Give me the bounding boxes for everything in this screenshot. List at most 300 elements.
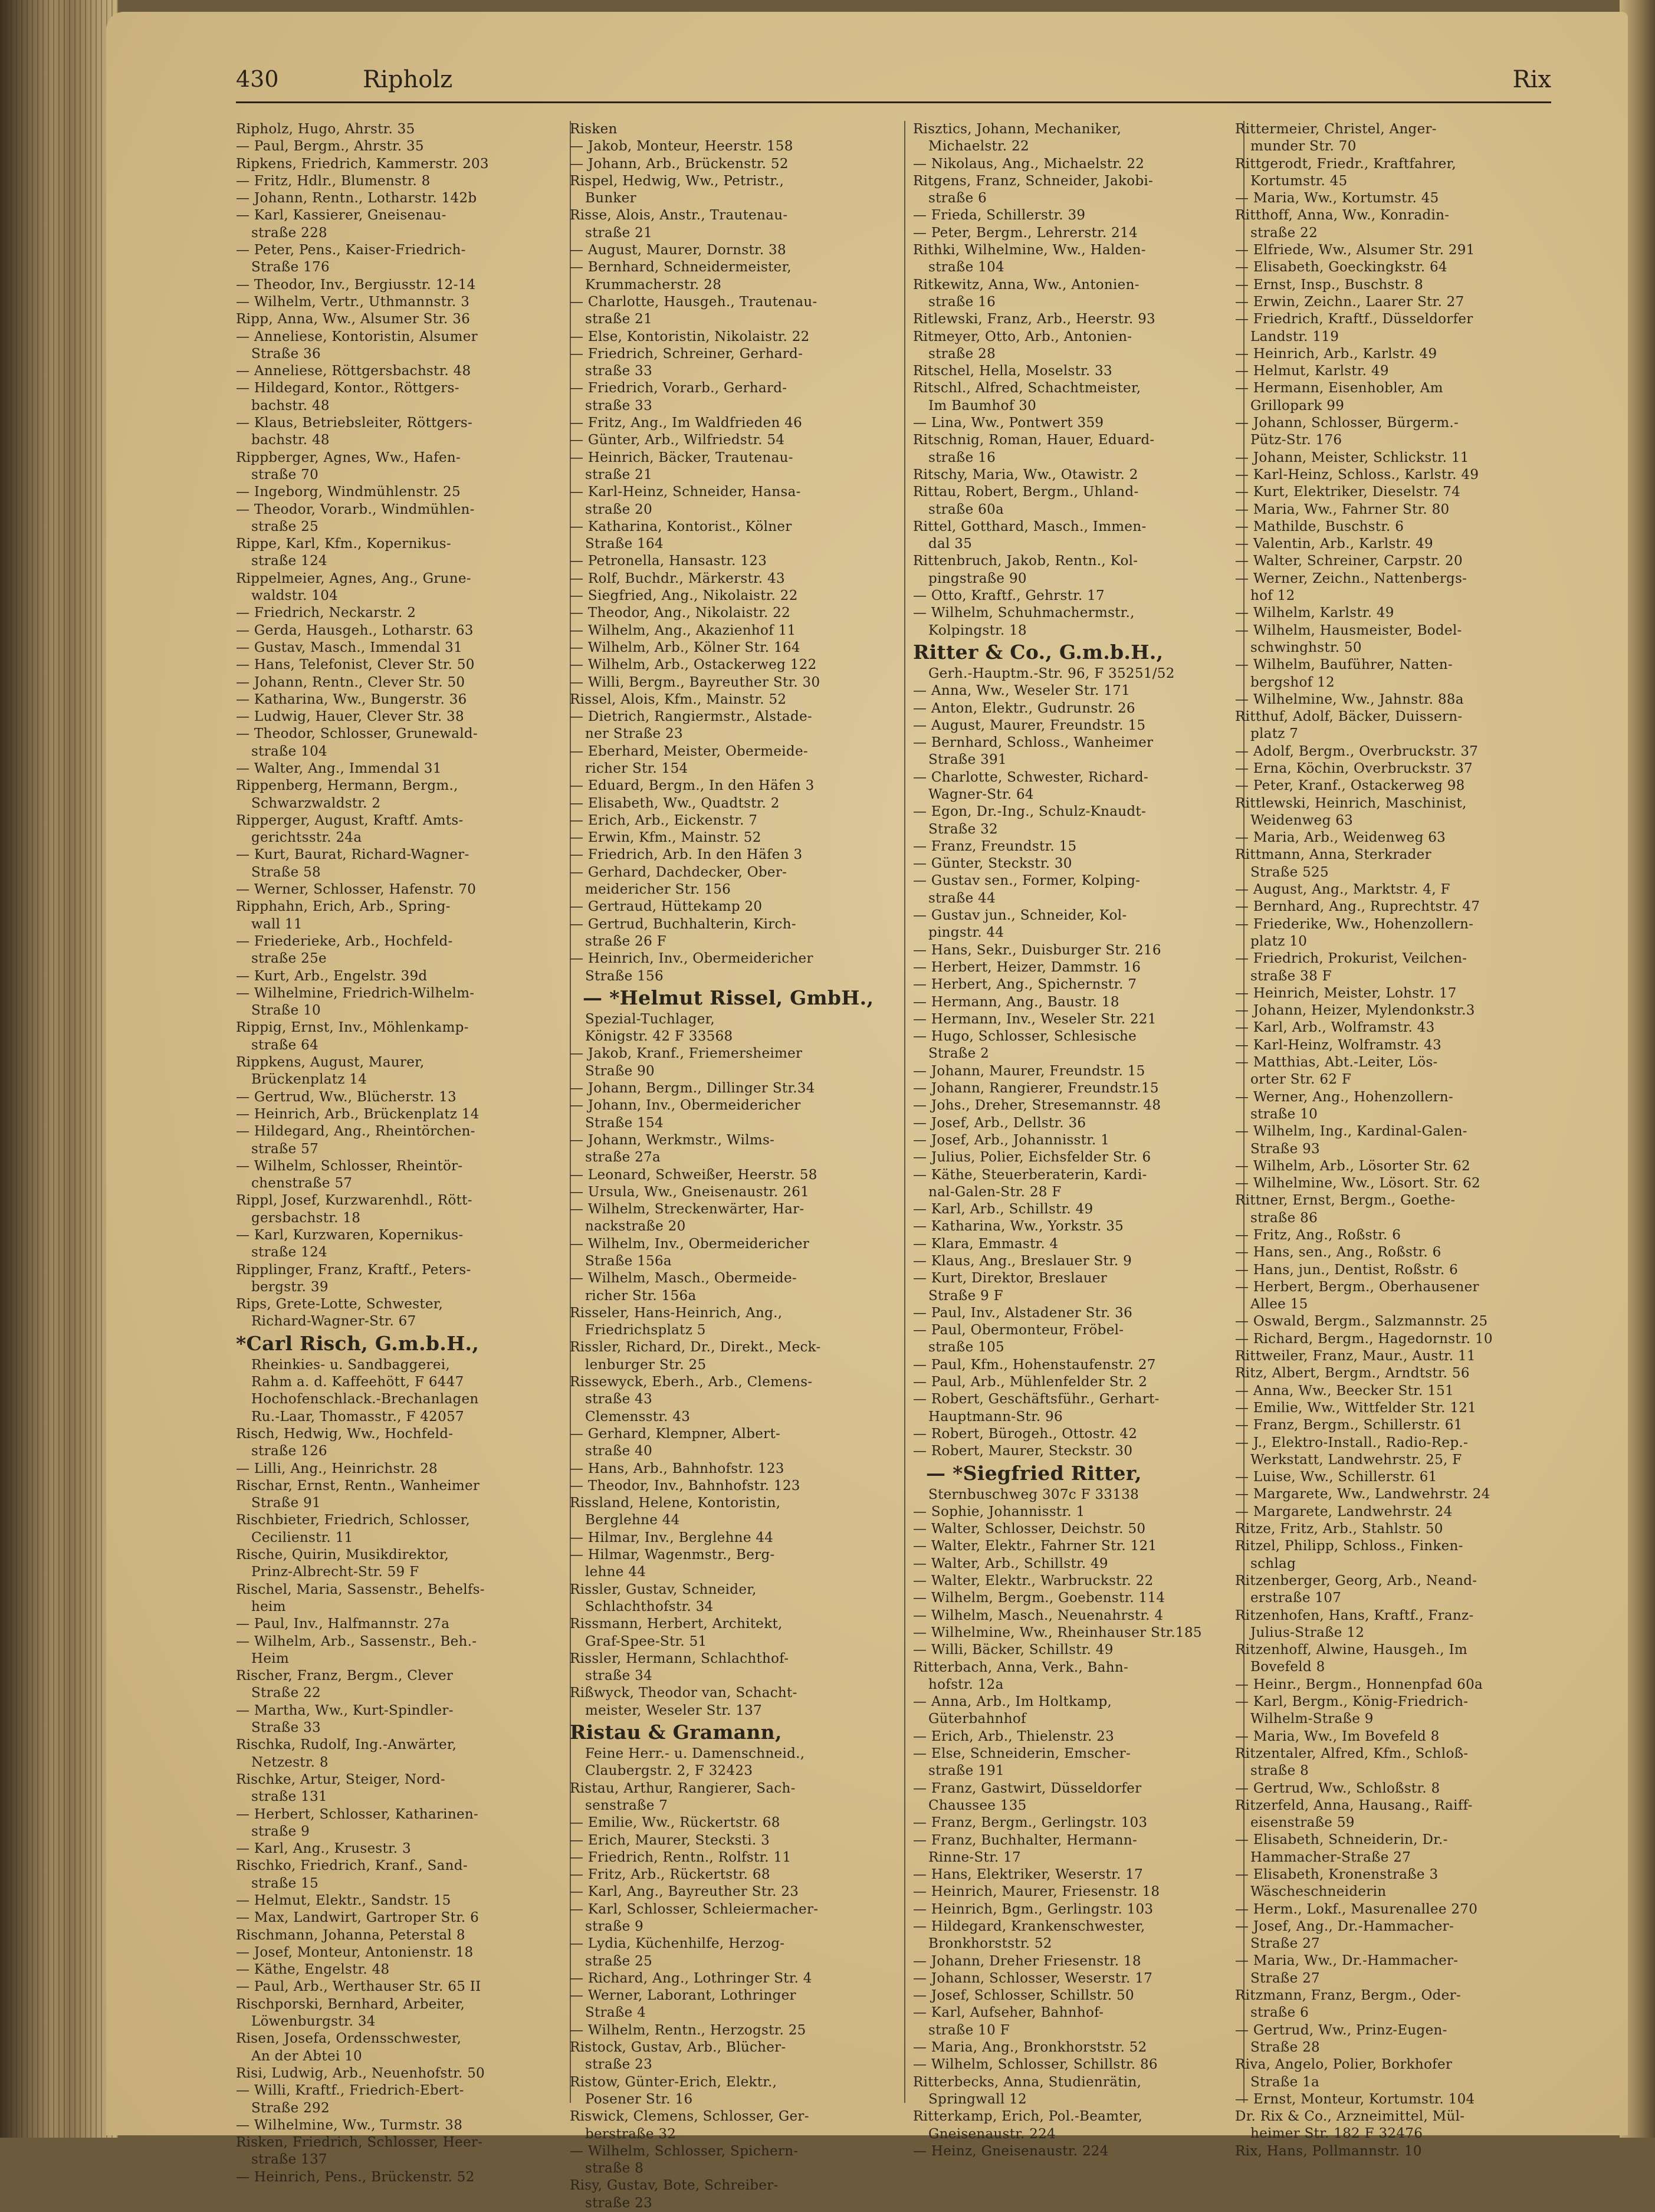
directory-entry: — Wilhelm, Arb., Lösorter Str. 62 bbox=[1235, 1158, 1470, 1174]
directory-entry: dal 35 bbox=[928, 536, 973, 552]
directory-entry: — Theodor, Vorarb., Windmühlen- bbox=[236, 501, 475, 517]
directory-entry: — Johs., Dreher, Stresemannstr. 48 bbox=[913, 1098, 1161, 1114]
directory-entry: Bunker bbox=[585, 191, 636, 206]
directory-entry: — Heinrich, Pens., Brückenstr. 52 bbox=[236, 2169, 475, 2185]
directory-entry: Ru.-Laar, Thomasstr., F 42057 bbox=[251, 1409, 464, 1425]
directory-entry: — Wilhelm, Ang., Akazienhof 11 bbox=[570, 622, 796, 638]
directory-entry: Straße 1a bbox=[1250, 2074, 1320, 2090]
directory-entry: — Emilie, Ww., Rückertstr. 68 bbox=[570, 1815, 780, 1831]
directory-entry: Risi, Ludwig, Arb., Neuenhofstr. 50 bbox=[236, 2065, 485, 2081]
column-2 bbox=[570, 121, 907, 2211]
directory-entry: Rippe, Karl, Kfm., Kopernikus- bbox=[236, 536, 451, 552]
directory-entry: Gneisenaustr. 224 bbox=[928, 2126, 1056, 2142]
directory-entry: hof 12 bbox=[1250, 588, 1295, 604]
directory-entry: Ripplinger, Franz, Kraftf., Peters- bbox=[236, 1262, 471, 1278]
directory-entry: — Bernhard, Schneidermeister, bbox=[570, 260, 792, 275]
directory-entry: Spezial-Tuchlager, bbox=[585, 1011, 715, 1027]
directory-entry: — Paul, Kfm., Hohenstaufenstr. 27 bbox=[913, 1357, 1156, 1373]
directory-entry: Ritze, Fritz, Arb., Stahlstr. 50 bbox=[1235, 1521, 1443, 1537]
directory-entry: Straße 32 bbox=[928, 821, 998, 837]
directory-entry: — Erich, Maurer, Stecksti. 3 bbox=[570, 1832, 770, 1848]
directory-entry: — Robert, Bürogeh., Ottostr. 42 bbox=[913, 1426, 1138, 1442]
directory-entry: — Theodor, Inv., Bahnhofstr. 123 bbox=[570, 1478, 800, 1494]
directory-entry: Pütz-Str. 176 bbox=[1250, 432, 1342, 448]
directory-entry: — Martha, Ww., Kurt-Spindler- bbox=[236, 1702, 454, 1718]
directory-entry: Riva, Angelo, Polier, Borkhofer bbox=[1235, 2057, 1453, 2073]
directory-entry: Ritschl., Alfred, Schachtmeister, bbox=[913, 380, 1141, 396]
directory-entry: Straße 10 bbox=[251, 1003, 321, 1019]
directory-entry: — Franz, Bergm., Schillerstr. 61 bbox=[1235, 1417, 1463, 1433]
directory-entry: Ritthoff, Anna, Ww., Konradin- bbox=[1235, 208, 1450, 224]
directory-entry: — Herbert, Heizer, Dammstr. 16 bbox=[913, 959, 1141, 975]
directory-entry: straße 28 bbox=[928, 346, 996, 362]
directory-entry: Rithki, Wilhelmine, Ww., Halden- bbox=[913, 242, 1146, 258]
directory-entry: Claubergstr. 2, F 32423 bbox=[585, 1763, 753, 1779]
directory-entry: platz 10 bbox=[1250, 933, 1308, 949]
directory-entry: Rittel, Gotthard, Masch., Immen- bbox=[913, 518, 1147, 534]
directory-entry: — Wilhelm, Masch., Neuenahrstr. 4 bbox=[913, 1607, 1164, 1623]
directory-entry: Ritthuf, Adolf, Bäcker, Duissern- bbox=[1235, 709, 1463, 725]
directory-entry: Löwenburgstr. 34 bbox=[251, 2014, 376, 2030]
directory-entry: straße 44 bbox=[928, 890, 996, 906]
directory-entry: Straße 93 bbox=[1250, 1141, 1320, 1157]
directory-entry: — Emilie, Ww., Wittfelder Str. 121 bbox=[1235, 1400, 1477, 1416]
directory-entry: — Bernhard, Schloss., Wanheimer bbox=[913, 735, 1154, 751]
directory-entry: — Johann, Schlosser, Weserstr. 17 bbox=[913, 1970, 1153, 1986]
directory-entry: Rippl, Josef, Kurzwarenhdl., Rött- bbox=[236, 1193, 472, 1209]
directory-entry: — Paul, Bergm., Ahrstr. 35 bbox=[236, 139, 424, 155]
directory-entry: pingstraße 90 bbox=[928, 570, 1027, 586]
directory-entry: Sternbuschweg 307c F 33138 bbox=[928, 1486, 1140, 1502]
directory-entry: — Theodor, Inv., Bergiusstr. 12-14 bbox=[236, 277, 476, 293]
directory-entry: gerichtsstr. 24a bbox=[251, 830, 362, 846]
directory-entry: Schlachthofstr. 34 bbox=[585, 1599, 714, 1614]
directory-entry: — Friedrich, Prokurist, Veilchen- bbox=[1235, 951, 1467, 967]
directory-entry: — Franz, Buchhalter, Hermann- bbox=[913, 1832, 1138, 1848]
directory-entry: Risy, Gustav, Bote, Schreiber- bbox=[570, 2178, 779, 2194]
directory-entry: Rahm a. d. Kaffeehött, F 6447 bbox=[251, 1374, 464, 1390]
directory-entry: — Wilhelm, Karlstr. 49 bbox=[1235, 605, 1394, 621]
directory-entry: — Anna, Ww., Weseler Str. 171 bbox=[913, 683, 1131, 699]
directory-entry: — Katharina, Ww., Bungerstr. 36 bbox=[236, 691, 467, 707]
directory-entry: Ritmeyer, Otto, Arb., Antonien- bbox=[913, 329, 1132, 344]
directory-entry: waldstr. 104 bbox=[251, 588, 339, 604]
directory-entry: — Johann, Schlosser, Bürgerm.- bbox=[1235, 415, 1459, 431]
directory-entry: — Johann, Heizer, Mylendonkstr.3 bbox=[1235, 1003, 1475, 1019]
directory-entry: Rippelmeier, Agnes, Ang., Grune- bbox=[236, 570, 471, 586]
directory-entry: — Herbert, Bergm., Oberhausener bbox=[1235, 1279, 1479, 1295]
directory-entry: Gerh.-Hauptm.-Str. 96, F 35251/52 bbox=[928, 665, 1175, 681]
directory-entry: Straße 28 bbox=[1250, 2039, 1320, 2055]
directory-entry: Ritgens, Franz, Schneider, Jakobi- bbox=[913, 173, 1154, 189]
directory-entry: straße 64 bbox=[251, 1037, 319, 1053]
directory-entry: — Anton, Elektr., Gudrunstr. 26 bbox=[913, 700, 1135, 716]
directory-entry: Straße 2 bbox=[928, 1046, 990, 1062]
directory-entry: Straße 9 F bbox=[928, 1288, 1003, 1304]
directory-entry: Hochofenschlack.-Brechanlagen bbox=[251, 1391, 479, 1407]
directory-entry: — Gertrud, Buchhalterin, Kirch- bbox=[570, 916, 796, 932]
directory-entry: — Franz, Freundstr. 15 bbox=[913, 838, 1077, 854]
directory-entry: Ritter & Co., G.m.b.H., bbox=[913, 640, 1164, 664]
directory-entry: Ritzentaler, Alfred, Kfm., Schloß- bbox=[1235, 1745, 1469, 1761]
directory-entry: — Walter, Schreiner, Carpstr. 20 bbox=[1235, 553, 1463, 569]
directory-entry: — Anna, Arb., Im Holtkamp, bbox=[913, 1694, 1112, 1710]
directory-entry: Straße 58 bbox=[251, 864, 321, 880]
directory-entry: — Fritz, Hdlr., Blumenstr. 8 bbox=[236, 173, 431, 189]
directory-entry: — Wilhelm, Bergm., Goebenstr. 114 bbox=[913, 1590, 1165, 1606]
column-1 bbox=[236, 121, 573, 2185]
column-4 bbox=[1235, 121, 1557, 2159]
directory-entry: Ritzmann, Franz, Bergm., Oder- bbox=[1235, 1988, 1461, 2004]
directory-entry: Rischel, Maria, Sassenstr., Behelfs- bbox=[236, 1581, 485, 1597]
directory-entry: munder Str. 70 bbox=[1250, 139, 1357, 155]
page-header bbox=[236, 66, 1551, 103]
directory-entry: — Wilhelm, Ing., Kardinal-Galen- bbox=[1235, 1124, 1467, 1140]
directory-entry: — Johann, Inv., Obermeidericher bbox=[570, 1098, 801, 1114]
directory-entry: lenburger Str. 25 bbox=[585, 1357, 707, 1373]
directory-entry: — Ernst, Monteur, Kortumstr. 104 bbox=[1235, 2091, 1475, 2107]
directory-entry: Krummacherstr. 28 bbox=[585, 277, 722, 293]
directory-entry: Ritschnig, Roman, Hauer, Eduard- bbox=[913, 432, 1155, 448]
directory-entry: senstraße 7 bbox=[585, 1797, 668, 1813]
directory-entry: — Wilhelm, Schlosser, Rheintör- bbox=[236, 1158, 463, 1174]
directory-entry: — August, Maurer, Dornstr. 38 bbox=[570, 242, 786, 258]
directory-entry: — Heinrich, Bgm., Gerlingstr. 103 bbox=[913, 1901, 1154, 1917]
directory-entry: — Egon, Dr.-Ing., Schulz-Knaudt- bbox=[913, 804, 1147, 820]
directory-entry: — Oswald, Bergm., Salzmannstr. 25 bbox=[1235, 1314, 1488, 1330]
directory-entry: Friedrichsplatz 5 bbox=[585, 1322, 706, 1338]
directory-entry: — Heinrich, Meister, Lohstr. 17 bbox=[1235, 985, 1457, 1001]
directory-entry: Hauptmann-Str. 96 bbox=[928, 1409, 1063, 1425]
directory-entry: straße 27a bbox=[585, 1150, 661, 1166]
directory-entry: — Wilhelm, Schlosser, Spichern- bbox=[570, 2143, 799, 2159]
book-page-edges bbox=[0, 0, 118, 2138]
directory-entry: — Maria, Ww., Dr.-Hammacher- bbox=[1235, 1953, 1459, 1969]
directory-entry: — Gustav sen., Former, Kolping- bbox=[913, 873, 1141, 889]
directory-entry: — Robert, Maurer, Steckstr. 30 bbox=[913, 1443, 1133, 1459]
directory-entry: — Theodor, Schlosser, Grunewald- bbox=[236, 726, 478, 742]
directory-entry: Rissler, Gustav, Schneider, bbox=[570, 1581, 757, 1597]
directory-entry: — Hilmar, Wagenmstr., Berg- bbox=[570, 1547, 775, 1563]
directory-entry: Straße 154 bbox=[585, 1115, 664, 1131]
directory-entry: — Josef, Arb., Dellstr. 36 bbox=[913, 1115, 1086, 1131]
directory-entry: straße 25 bbox=[585, 1953, 653, 1969]
directory-entry: Rittner, Ernst, Bergm., Goethe- bbox=[1235, 1193, 1456, 1209]
directory-entry: Rische, Quirin, Musikdirektor, bbox=[236, 1547, 449, 1563]
directory-entry: — Otto, Kraftf., Gehrstr. 17 bbox=[913, 588, 1105, 604]
directory-entry: straße 8 bbox=[1250, 1763, 1309, 1779]
directory-entry: Dr. Rix & Co., Arzneimittel, Mül- bbox=[1235, 2109, 1465, 2125]
directory-entry: — Elfriede, Ww., Alsumer Str. 291 bbox=[1235, 242, 1475, 258]
directory-entry: Rippenberg, Hermann, Bergm., bbox=[236, 778, 458, 794]
directory-entry: — Margarete, Ww., Landwehrstr. 24 bbox=[1235, 1486, 1490, 1502]
directory-entry: — Adolf, Bergm., Overbruckstr. 37 bbox=[1235, 743, 1479, 759]
directory-entry: Straße 391 bbox=[928, 752, 1007, 768]
directory-entry: gersbachstr. 18 bbox=[251, 1210, 361, 1226]
directory-entry: straße 25 bbox=[251, 518, 319, 534]
directory-entry: richer Str. 156a bbox=[585, 1288, 697, 1304]
directory-entry: — Friedrich, Neckarstr. 2 bbox=[236, 605, 416, 621]
directory-entry: Rissmann, Herbert, Architekt, bbox=[570, 1616, 783, 1632]
directory-entry: — Elisabeth, Ww., Quadtstr. 2 bbox=[570, 795, 780, 811]
directory-entry: — Paul, Obermonteur, Fröbel- bbox=[913, 1322, 1124, 1338]
directory-entry: — Walter, Elektr., Warbruckstr. 22 bbox=[913, 1573, 1154, 1589]
directory-entry: straße 137 bbox=[251, 2152, 327, 2168]
directory-entry: — Käthe, Steuerberaterin, Kardi- bbox=[913, 1167, 1147, 1183]
directory-entry: Bronkhorststr. 52 bbox=[928, 1936, 1052, 1952]
directory-entry: — Wilhelmine, Ww., Turmstr. 38 bbox=[236, 2117, 463, 2133]
directory-entry: Rips, Grete-Lotte, Schwester, bbox=[236, 1297, 444, 1312]
directory-entry: Rischporski, Bernhard, Arbeiter, bbox=[236, 1996, 465, 2012]
directory-entry: Risztics, Johann, Mechaniker, bbox=[913, 122, 1122, 137]
directory-entry: Güterbahnhof bbox=[928, 1711, 1026, 1727]
directory-entry: Rischbieter, Friedrich, Schlosser, bbox=[236, 1512, 470, 1528]
directory-entry: — Werner, Schlosser, Hafenstr. 70 bbox=[236, 882, 477, 898]
directory-entry: straße 20 bbox=[585, 501, 653, 517]
directory-entry: — Maria, Arb., Weidenweg 63 bbox=[1235, 830, 1446, 846]
directory-entry: Straße 292 bbox=[251, 2100, 330, 2116]
directory-entry: Straße 156a bbox=[585, 1253, 672, 1269]
directory-entry: — Herbert, Ang., Spichernstr. 7 bbox=[913, 977, 1137, 993]
directory-entry: — Klaus, Ang., Breslauer Str. 9 bbox=[913, 1253, 1132, 1269]
directory-entry: — Richard, Ang., Lothringer Str. 4 bbox=[570, 1970, 812, 1986]
directory-entry: straße 40 bbox=[585, 1443, 653, 1459]
directory-entry: — Karl, Arb., Wolframstr. 43 bbox=[1235, 1020, 1435, 1036]
directory-entry: Ristock, Gustav, Arb., Blücher- bbox=[570, 2040, 786, 2056]
directory-entry: Straße 156 bbox=[585, 968, 664, 984]
directory-entry: Rippberger, Agnes, Ww., Hafen- bbox=[236, 449, 461, 465]
directory-entry: — Friedrich, Vorarb., Gerhard- bbox=[570, 380, 787, 396]
directory-entry: straße 60a bbox=[928, 501, 1004, 517]
directory-entry: An der Abtei 10 bbox=[251, 2048, 362, 2064]
directory-entry: Schwarzwaldstr. 2 bbox=[251, 795, 381, 811]
directory-entry: — Heinrich, Arb., Brückenplatz 14 bbox=[236, 1106, 480, 1122]
directory-entry: — Josef, Arb., Johannisstr. 1 bbox=[913, 1132, 1110, 1148]
directory-entry: — Heinrich, Arb., Karlstr. 49 bbox=[1235, 346, 1437, 362]
directory-entry: — Heinrich, Maurer, Friesenstr. 18 bbox=[913, 1884, 1160, 1900]
directory-entry: Feine Herr.- u. Damenschneid., bbox=[585, 1746, 805, 1762]
directory-entry: Clemensstr. 43 bbox=[585, 1409, 691, 1425]
directory-entry: Rittenbruch, Jakob, Rentn., Kol- bbox=[913, 553, 1138, 569]
directory-entry: Grillopark 99 bbox=[1250, 398, 1345, 413]
directory-entry: — Wilhelmine, Ww., Rheinhauser Str.185 bbox=[913, 1624, 1202, 1640]
directory-entry: — Willi, Bergm., Bayreuther Str. 30 bbox=[570, 674, 820, 690]
directory-entry: Straße 4 bbox=[585, 2005, 646, 2021]
directory-entry: — Walter, Schlosser, Deichstr. 50 bbox=[913, 1521, 1146, 1537]
directory-entry: — Lilli, Ang., Heinrichstr. 28 bbox=[236, 1461, 438, 1476]
directory-entry: bergstr. 39 bbox=[251, 1279, 329, 1295]
directory-entry: Rischke, Artur, Steiger, Nord- bbox=[236, 1771, 445, 1787]
directory-entry: Ritschel, Hella, Moselstr. 33 bbox=[913, 363, 1112, 379]
directory-entry: Rippig, Ernst, Inv., Möhlenkamp- bbox=[236, 1020, 469, 1036]
directory-entry: — Johann, Rentn., Clever Str. 50 bbox=[236, 674, 465, 690]
directory-entry: Ristau, Arthur, Rangierer, Sach- bbox=[570, 1780, 796, 1796]
directory-entry: — Eduard, Bergm., In den Häfen 3 bbox=[570, 778, 815, 794]
directory-entry: heimer Str. 182 F 32476 bbox=[1250, 2126, 1423, 2142]
directory-entry: Ritterbecks, Anna, Studienrätin, bbox=[913, 2074, 1142, 2090]
directory-entry: — Karl-Heinz, Schneider, Hansa- bbox=[570, 484, 801, 500]
directory-entry: — Hans, Elektriker, Weserstr. 17 bbox=[913, 1867, 1144, 1883]
directory-entry: — Hans, Telefonist, Clever Str. 50 bbox=[236, 657, 475, 673]
directory-entry: straße 9 bbox=[585, 1918, 644, 1934]
directory-entry: — Wilhelm, Inv., Obermeidericher bbox=[570, 1236, 810, 1252]
directory-entry: — Paul, Inv., Halfmannstr. 27a bbox=[236, 1616, 450, 1632]
directory-entry: — Paul, Arb., Mühlenfelder Str. 2 bbox=[913, 1374, 1148, 1390]
directory-entry: Rischar, Ernst, Rentn., Wanheimer bbox=[236, 1478, 480, 1494]
directory-entry: Rheinkies- u. Sandbaggerei, bbox=[251, 1357, 451, 1373]
directory-entry: nackstraße 20 bbox=[585, 1219, 686, 1235]
directory-entry: — Ludwig, Hauer, Clever Str. 38 bbox=[236, 709, 464, 725]
directory-entry: straße 6 bbox=[1250, 2005, 1309, 2021]
directory-entry: — Wilhelm, Masch., Obermeide- bbox=[570, 1271, 797, 1286]
directory-entry: straße 105 bbox=[928, 1340, 1004, 1356]
directory-entry: straße 126 bbox=[251, 1443, 327, 1459]
directory-entry: straße 70 bbox=[251, 467, 319, 483]
directory-entry: — Friedrich, Schreiner, Gerhard- bbox=[570, 346, 803, 362]
directory-entry: — Jakob, Kranf., Friemersheimer bbox=[570, 1046, 803, 1062]
directory-entry: bachstr. 48 bbox=[251, 398, 330, 413]
directory-entry: schlag bbox=[1250, 1555, 1296, 1571]
directory-entry: Brückenplatz 14 bbox=[251, 1072, 367, 1088]
directory-entry: — Wilhelm, Rentn., Herzogstr. 25 bbox=[570, 2022, 806, 2038]
directory-entry: Straße 91 bbox=[251, 1495, 321, 1511]
directory-entry: — Günter, Steckstr. 30 bbox=[913, 856, 1072, 872]
directory-entry: straße 191 bbox=[928, 1763, 1004, 1779]
column-divider bbox=[904, 121, 905, 2103]
directory-entry: straße 104 bbox=[251, 743, 327, 759]
directory-entry: — Max, Landwirt, Gartroper Str. 6 bbox=[236, 1910, 480, 1926]
directory-entry: Rissel, Alois, Kfm., Mainstr. 52 bbox=[570, 691, 787, 707]
directory-entry: — Maria, Ww., Kortumstr. 45 bbox=[1235, 191, 1439, 206]
directory-entry: — Heinr., Bergm., Honnenpfad 60a bbox=[1235, 1676, 1483, 1692]
directory-entry: meidericher Str. 156 bbox=[585, 882, 731, 898]
directory-entry: Im Baumhof 30 bbox=[928, 398, 1037, 413]
directory-entry: Ristow, Günter-Erich, Elektr., bbox=[570, 2074, 777, 2090]
directory-entry: ner Straße 23 bbox=[585, 726, 683, 742]
directory-entry: — Gerhard, Klempner, Albert- bbox=[570, 1426, 781, 1442]
directory-entry: — Anneliese, Kontoristin, Alsumer bbox=[236, 329, 478, 344]
directory-entry: Ritkewitz, Anna, Ww., Antonien- bbox=[913, 277, 1140, 293]
directory-entry: Ripp, Anna, Ww., Alsumer Str. 36 bbox=[236, 311, 471, 327]
directory-entry: Wilhelm-Straße 9 bbox=[1250, 1711, 1374, 1727]
directory-entry: Richard-Wagner-Str. 67 bbox=[251, 1314, 416, 1330]
directory-entry: — Walter, Ang., Immendal 31 bbox=[236, 760, 442, 776]
directory-entry: — Erich, Arb., Eickenstr. 7 bbox=[570, 812, 758, 828]
directory-entry: — Hans, Sekr., Duisburger Str. 216 bbox=[913, 942, 1161, 958]
directory-entry: — Franz, Gastwirt, Düsseldorfer bbox=[913, 1780, 1142, 1796]
directory-entry: — Friedrich, Kraftf., Düsseldorfer bbox=[1235, 311, 1473, 327]
directory-entry: — Johann, Dreher Friesenstr. 18 bbox=[913, 1953, 1141, 1969]
directory-entry: — Bernhard, Ang., Ruprechtstr. 47 bbox=[1235, 899, 1480, 915]
directory-entry: Risse, Alois, Anstr., Trautenau- bbox=[570, 208, 788, 224]
directory-entry: — Johann, Arb., Brückenstr. 52 bbox=[570, 156, 789, 172]
directory-entry: — Gustav, Masch., Immendal 31 bbox=[236, 639, 463, 655]
directory-entry: — Gertrud, Ww., Blücherstr. 13 bbox=[236, 1089, 457, 1105]
directory-entry: — Peter, Bergm., Lehrerstr. 214 bbox=[913, 225, 1138, 241]
directory-entry: — Hilmar, Inv., Berglehne 44 bbox=[570, 1530, 774, 1545]
directory-entry: Rischmann, Johanna, Peterstal 8 bbox=[236, 1927, 465, 1943]
directory-entry: — Maria, Ang., Bronkhorststr. 52 bbox=[913, 2040, 1147, 2056]
directory-entry: — Wilhelmine, Ww., Jahnstr. 88a bbox=[1235, 691, 1464, 707]
directory-entry: straße 10 F bbox=[928, 2022, 1010, 2038]
directory-entry: — Rolf, Buchdr., Märkerstr. 43 bbox=[570, 570, 785, 586]
directory-entry: — Heinrich, Bäcker, Trautenau- bbox=[570, 449, 793, 465]
directory-entry: — Gerda, Hausgeh., Lotharstr. 63 bbox=[236, 622, 474, 638]
directory-entry: — Kurt, Baurat, Richard-Wagner- bbox=[236, 847, 469, 863]
directory-entry: — Maria, Ww., Fahrner Str. 80 bbox=[1235, 501, 1450, 517]
directory-entry: straße 26 F bbox=[585, 933, 666, 949]
directory-entry: bachstr. 48 bbox=[251, 432, 330, 448]
directory-entry: platz 7 bbox=[1250, 726, 1299, 742]
directory-entry: — Josef, Monteur, Antonienstr. 18 bbox=[236, 1944, 474, 1960]
directory-entry: — Anneliese, Röttgersbachstr. 48 bbox=[236, 363, 471, 379]
directory-entry: — Friedrich, Rentn., Rolfstr. 11 bbox=[570, 1849, 792, 1865]
directory-entry: — Peter, Kranf., Ostackerweg 98 bbox=[1235, 778, 1465, 794]
directory-entry: Risseler, Hans-Heinrich, Ang., bbox=[570, 1305, 783, 1321]
directory-entry: Königstr. 42 F 33568 bbox=[585, 1029, 733, 1045]
directory-entry: Rittmann, Anna, Sterkrader bbox=[1235, 847, 1431, 863]
directory-entry: Straße 27 bbox=[1250, 1936, 1320, 1952]
directory-entry: straße 16 bbox=[928, 294, 996, 310]
directory-entry: straße 15 bbox=[251, 1875, 319, 1891]
directory-entry: — Willi, Kraftf., Friedrich-Ebert- bbox=[236, 2083, 464, 2099]
directory-entry: Landstr. 119 bbox=[1250, 329, 1339, 344]
directory-entry: — Paul, Arb., Werthauser Str. 65 II bbox=[236, 1979, 481, 1995]
directory-entry: — Herbert, Schlosser, Katharinen- bbox=[236, 1806, 479, 1822]
directory-entry: — Wilhelm, Bauführer, Natten- bbox=[1235, 657, 1453, 673]
directory-entry: erstraße 107 bbox=[1250, 1590, 1342, 1606]
directory-entry: — Wilhelm, Arb., Sassenstr., Beh.- bbox=[236, 1633, 477, 1649]
directory-entry: — Günter, Arb., Wilfriedstr. 54 bbox=[570, 432, 785, 448]
directory-entry: Ritzenhoff, Alwine, Hausgeh., Im bbox=[1235, 1642, 1467, 1658]
directory-entry: hofstr. 12a bbox=[928, 1676, 1004, 1692]
directory-entry: straße 6 bbox=[928, 191, 987, 206]
directory-entry: straße 21 bbox=[585, 311, 653, 327]
directory-entry: — Friedrich, Arb. In den Häfen 3 bbox=[570, 847, 803, 863]
directory-entry: richer Str. 154 bbox=[585, 760, 688, 776]
directory-entry: Chaussee 135 bbox=[928, 1797, 1027, 1813]
directory-entry: Ripholz, Hugo, Ahrstr. 35 bbox=[236, 122, 415, 137]
directory-entry: Bovefeld 8 bbox=[1250, 1659, 1325, 1675]
directory-entry: Rischer, Franz, Bergm., Clever bbox=[236, 1668, 454, 1684]
directory-entry: Rissler, Richard, Dr., Direkt., Meck- bbox=[570, 1340, 821, 1356]
directory-entry: Posener Str. 16 bbox=[585, 2091, 693, 2107]
directory-entry: — Hildegard, Ang., Rheintörchen- bbox=[236, 1124, 475, 1140]
directory-entry: — Werner, Laborant, Lothringer bbox=[570, 1988, 796, 2004]
directory-entry: Risken bbox=[570, 122, 618, 137]
directory-entry: — *Helmut Rissel, GmbH., bbox=[583, 986, 874, 1009]
directory-entry: — Ingeborg, Windmühlenstr. 25 bbox=[236, 484, 461, 500]
directory-entry: Risch, Hedwig, Ww., Hochfeld- bbox=[236, 1426, 454, 1442]
directory-entry: — Herm., Lokf., Masurenallee 270 bbox=[1235, 1901, 1478, 1917]
directory-entry: — Wilhelm, Schlosser, Schillstr. 86 bbox=[913, 2057, 1158, 2073]
directory-entry: — Hermann, Inv., Weseler Str. 221 bbox=[913, 1011, 1157, 1027]
directory-entry: — Karl, Bergm., König-Friedrich- bbox=[1235, 1694, 1469, 1710]
directory-entry: *Carl Risch, G.m.b.H., bbox=[236, 1331, 480, 1355]
directory-entry: — Ursula, Ww., Gneisenaustr. 261 bbox=[570, 1184, 810, 1200]
directory-entry: Ripphahn, Erich, Arb., Spring- bbox=[236, 899, 451, 915]
directory-entry: — Julius, Polier, Eichsfelder Str. 6 bbox=[913, 1150, 1151, 1166]
directory-entry: wall 11 bbox=[251, 916, 303, 932]
directory-entry: — *Siegfried Ritter, bbox=[926, 1461, 1142, 1485]
directory-entry: — Jakob, Monteur, Heerstr. 158 bbox=[570, 139, 793, 155]
directory-entry: Risken, Friedrich, Schlosser, Heer- bbox=[236, 2135, 483, 2151]
directory-entry: Rissewyck, Eberh., Arb., Clemens- bbox=[570, 1374, 813, 1390]
directory-entry: Ritzel, Philipp, Schloss., Finken- bbox=[1235, 1538, 1463, 1554]
directory-entry: straße 38 F bbox=[1250, 968, 1332, 984]
directory-entry: — Peter, Pens., Kaiser-Friedrich- bbox=[236, 242, 466, 258]
directory-entry: Prinz-Albrecht-Str. 59 F bbox=[251, 1564, 419, 1580]
